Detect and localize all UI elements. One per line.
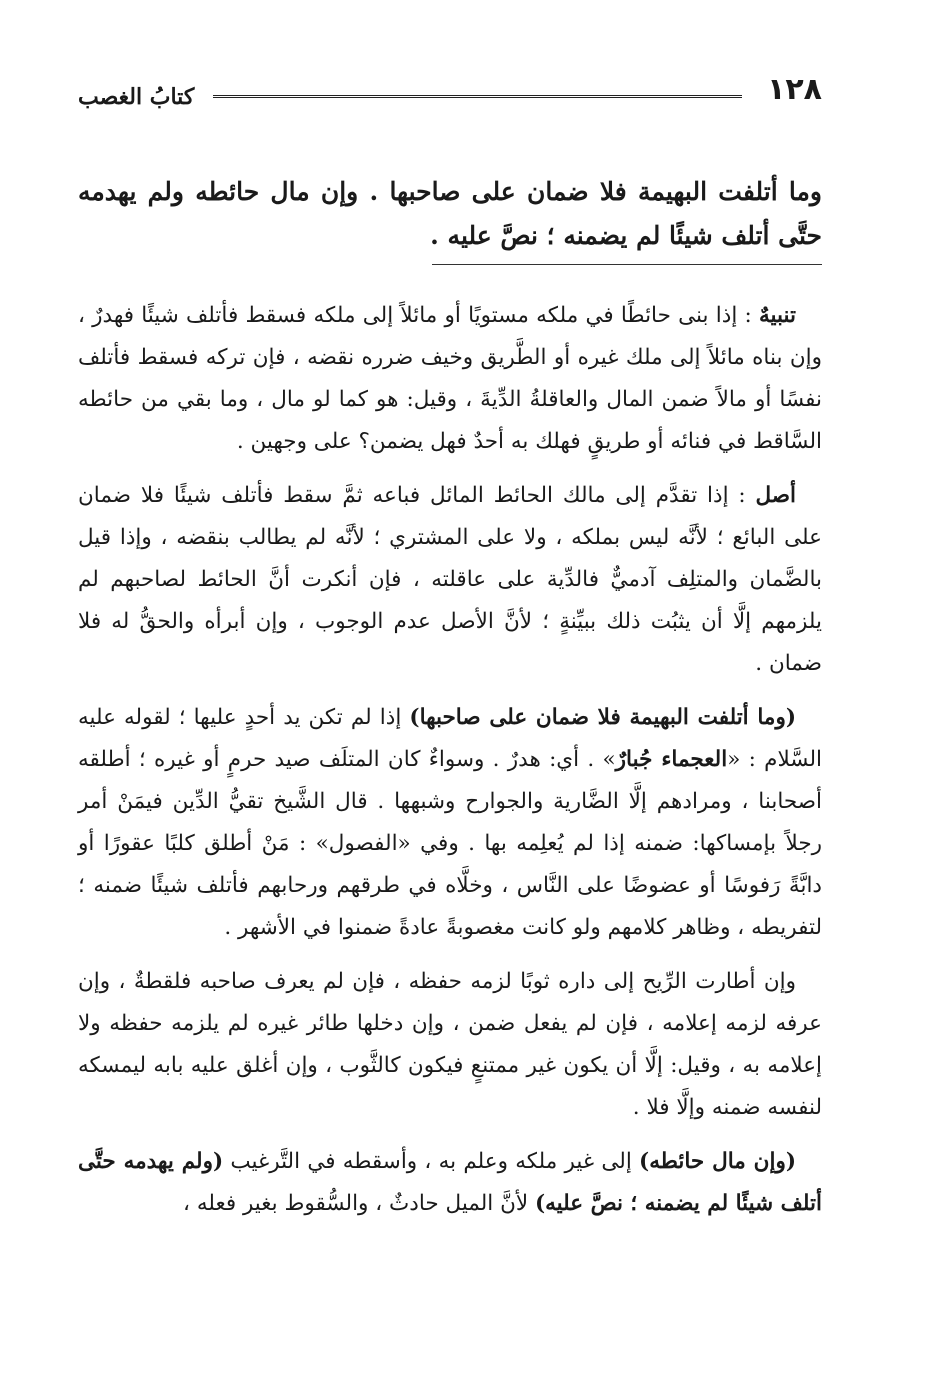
bahima-text-1: إذا لم تكن يد أحدٍ عليها ؛ لقوله عليه السَّلام : « bbox=[78, 705, 822, 772]
bahima-text-2: » . أي: هدرٌ . وسواءٌ كان المتلَف صيد حرمٍ أو غيره ؛ أطلقه أصحابنا ، ومرادهم إلَّا الضَّارية والجوارح وشبهها . قال الشَّيخ تقيُّ الدِّين فيمَنْ أمر رجلاً بإمساكها: ضمنه إذا لم يُعلِمه بها . وفي «الفصول» : مَنْ أطلق كلبًا عقورًا أو دابَّةً رَفوسًا أو عضوضًا على النَّاس ، وخلَّاه في طرقهم ورحابهم فأتلف شيئًا ضمنه ؛ لتفريطه ، وظاهر كلامهم ولو كانت مغصوبةً عادةً ضمنوا في الأشهر . bbox=[78, 747, 822, 940]
hait-quote-1: (وإن مال حائطه) bbox=[639, 1149, 797, 1174]
paragraph-rih bbox=[78, 961, 822, 1129]
hait-text-2: لأنَّ الميل حادثٌ ، والسُّقوط بغير فعله ، bbox=[183, 1191, 535, 1216]
bahima-quote: (وما أتلفت البهيمة فلا ضمان على صاحبها) bbox=[409, 705, 797, 730]
page-number: ١٢٨ bbox=[767, 72, 822, 107]
paragraph-asl bbox=[78, 475, 822, 685]
matn-separator bbox=[432, 264, 822, 265]
paragraph-tanbih bbox=[78, 295, 822, 463]
matn-text: وما أتلفت البهيمة فلا ضمان على صاحبها . وإن مال حائطه ولم يهدمه حتَّى أتلف شيئًا لم يضمنه ؛ نصَّ عليه . bbox=[78, 177, 822, 250]
hadith-text: العجماء جُبارٌ bbox=[615, 747, 728, 772]
rih-text: وإن أطارت الرِّيح إلى داره ثوبًا لزمه حفظه ، فإن لم يعرف صاحبه فلقطةٌ ، وإن عرفه لزمه إعلامه ، فإن لم يفعل ضمن ، وإن دخلها طائر غيره لم يلزمه حفظه ولا إعلامه به ، وقيل: إلَّا أن يكون غير ممتنعٍ فيكون كالثَّوب ، وإن أغلق عليه بابه ليمسكه لنفسه ضمنه وإلَّا فلا . bbox=[78, 969, 822, 1120]
book-title: كتابُ الغصب bbox=[78, 84, 195, 110]
header-rule bbox=[213, 95, 742, 101]
hait-text-1: إلى غير ملكه وعلم به ، وأسقطه في التَّرغيب bbox=[223, 1149, 640, 1174]
asl-text: : إذا تقدَّم إلى مالك الحائط المائل فباعه ثمَّ سقط فأتلف شيئًا فلا ضمان على البائع ؛ لأنَّه ليس بملكه ، ولا على المشتري ؛ لأنَّه لم يطالب بنقضه ، وإذا قيل بالضَّمان والمتلِف آدميٌّ فالدِّية على عاقلته ، فإن أنكرت أنَّ الحائط لصاحبهم لم يلزمهم إلَّا أن يثبُت ذلك ببيِّنةٍ ؛ لأنَّ الأصل عدم الوجوب ، وإن أبرأه والحقُّ له فلا ضمان . bbox=[78, 483, 822, 676]
asl-label: أصل bbox=[755, 483, 796, 508]
tanbih-label: تنبيهٌ bbox=[759, 303, 796, 328]
paragraph-hait bbox=[78, 1141, 822, 1225]
document-page bbox=[78, 70, 822, 1225]
paragraph-bahima bbox=[78, 697, 822, 949]
tanbih-text: : إذا بنى حائطًا في ملكه مستويًا أو مائلاً إلى ملكه فسقط فأتلف شيئًا فهدرٌ ، وإن بناه مائلاً إلى ملك غيره أو الطَّريق وخيف ضرره نقضه ، فإن تركه فسقط فأتلف نفسًا أو مالاً ضمن المال والعاقلةُ الدِّيةَ ، وقيل: هو كما لو مال ، وما بقي من حائطه السَّاقط في فنائه أو طريقٍ فهلك به أحدٌ فهل يضمن؟ على وجهين . bbox=[78, 303, 822, 454]
hait-quote-2: (ولم يهدمه حتَّى أتلف شيئًا لم يضمنه ؛ نصَّ عليه) bbox=[78, 1149, 822, 1216]
page-header bbox=[78, 70, 822, 120]
